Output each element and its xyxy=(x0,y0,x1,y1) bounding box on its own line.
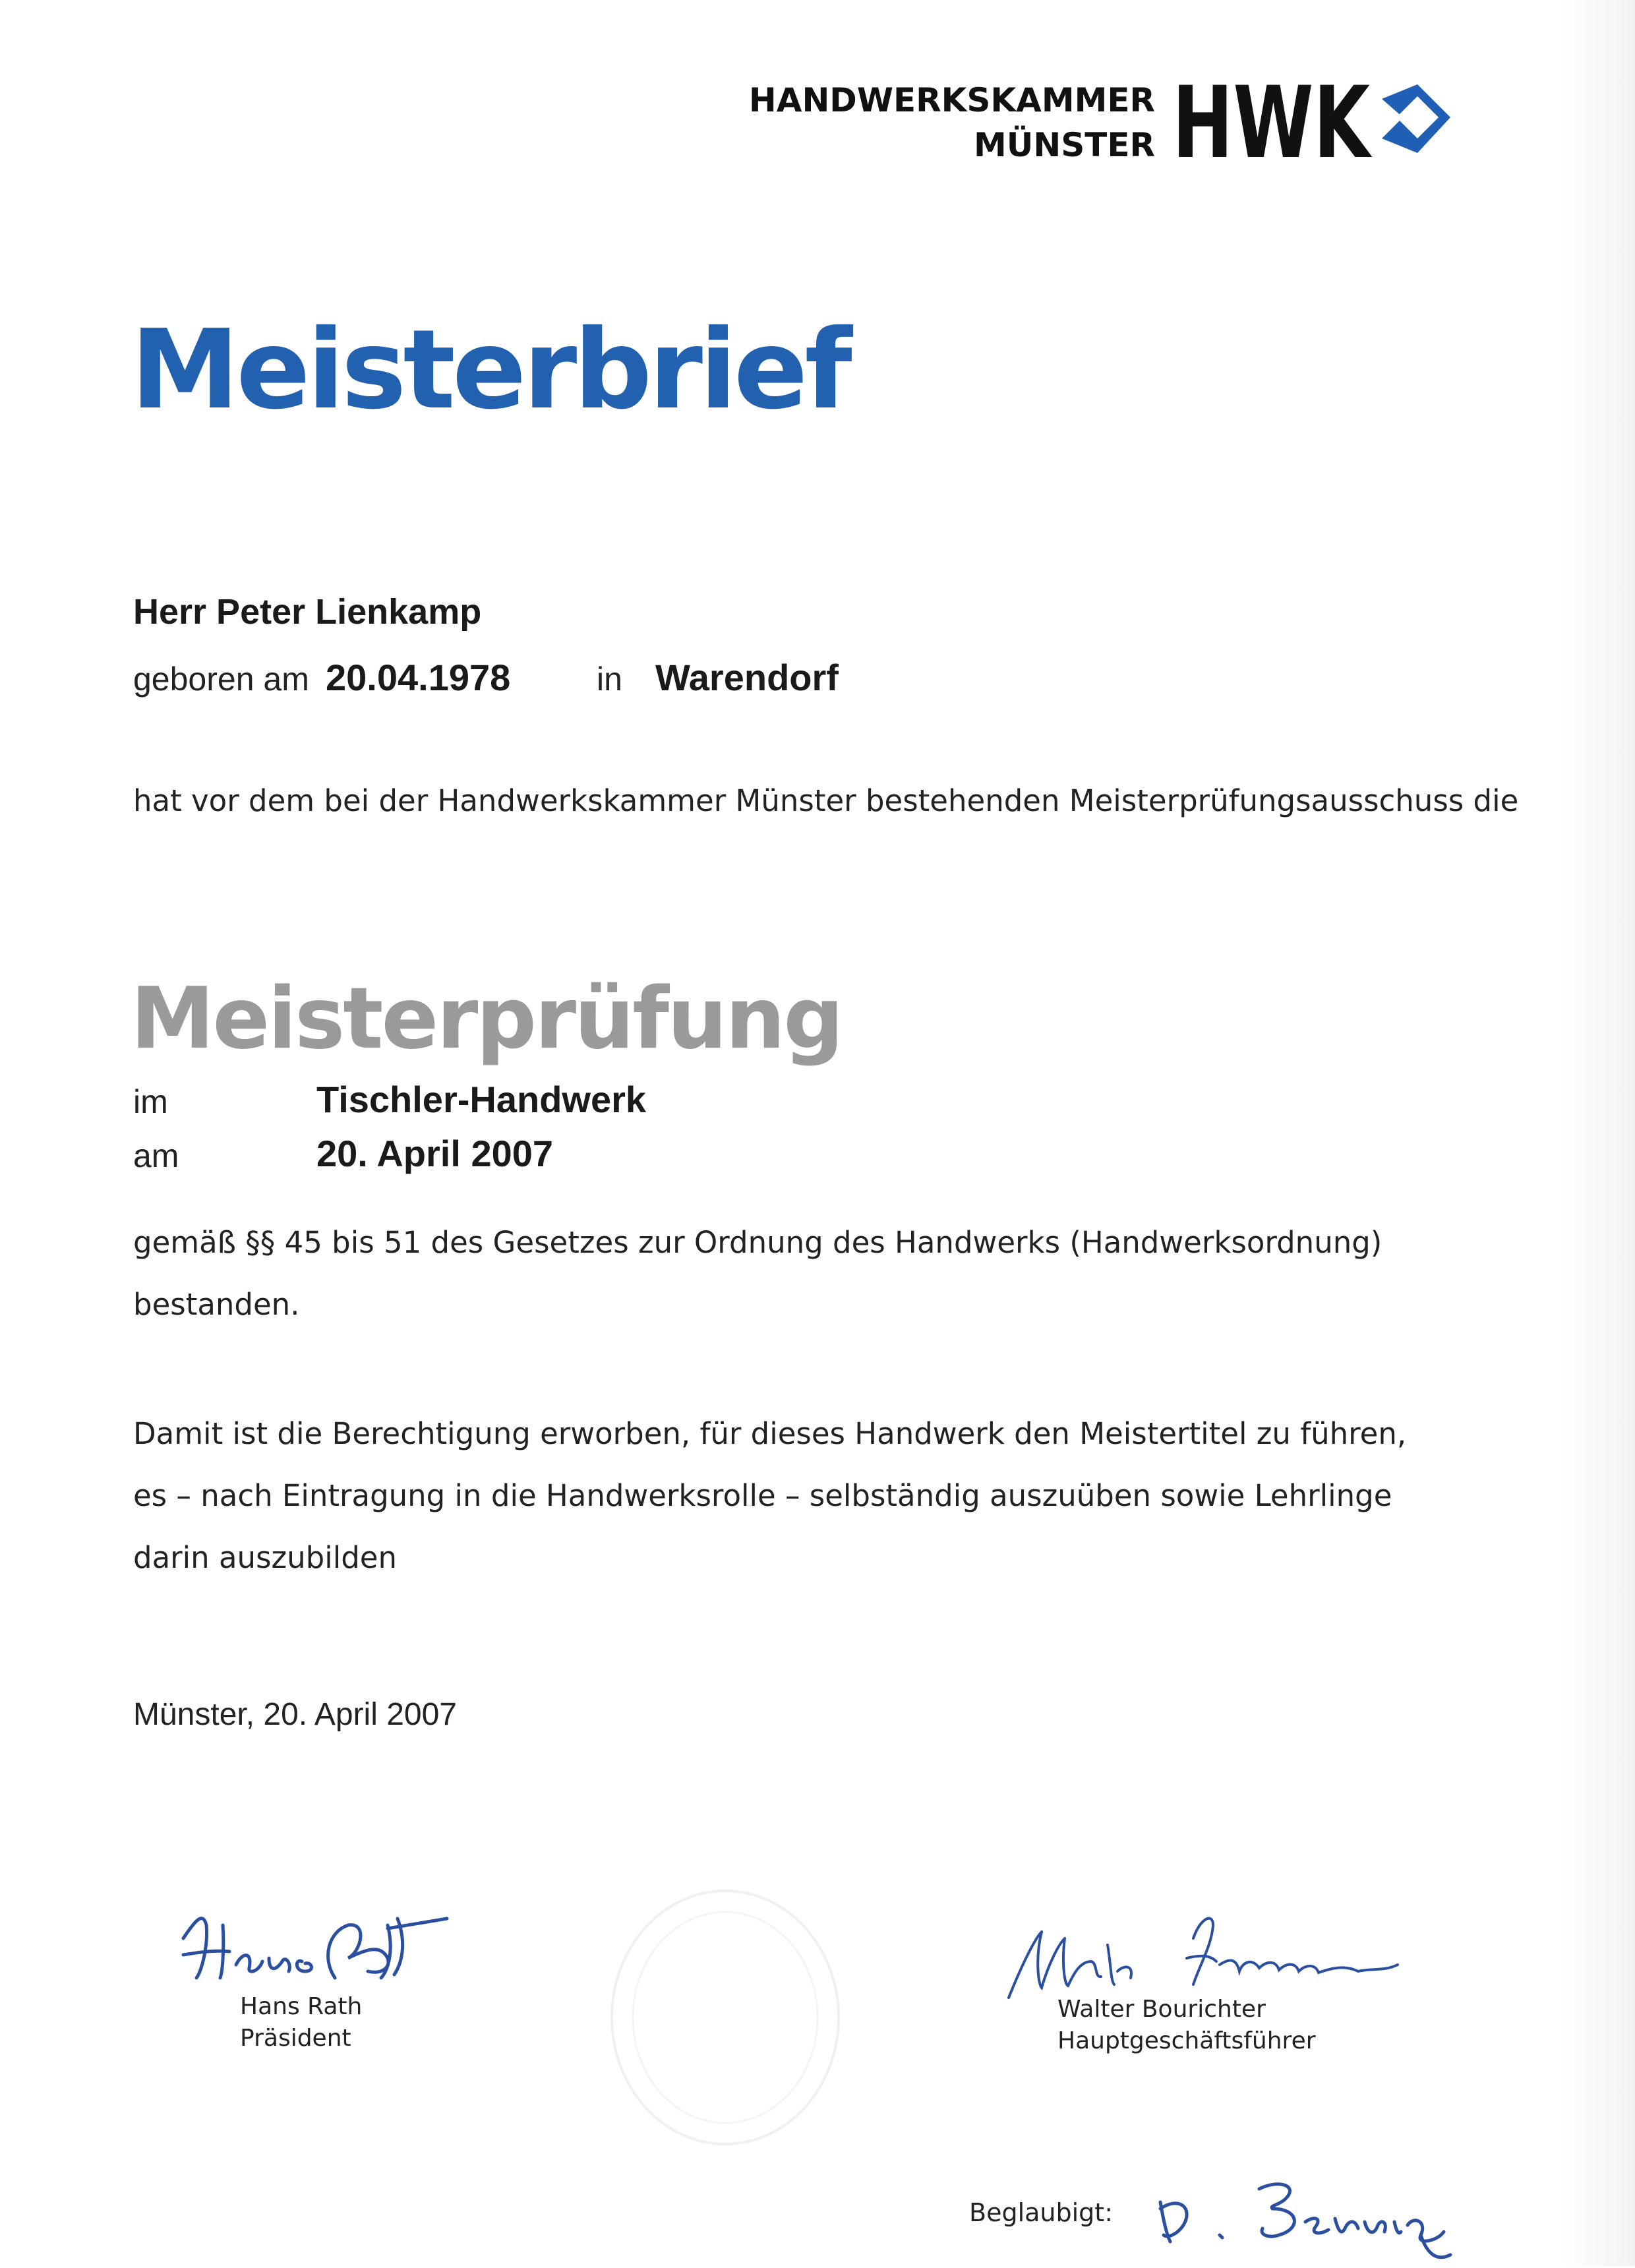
rights-text-line2: es – nach Eintragung in die Handwerksrolle – selbständig auszuüben sowie Lehrlinge xyxy=(133,1478,1392,1513)
certification-signature xyxy=(1147,2169,1464,2268)
hwk-logo-letters: HWK xyxy=(1172,79,1373,165)
birthplace: Warendorf xyxy=(655,657,839,698)
president-name: Hans Rath xyxy=(240,1993,363,2020)
born-label: geboren am xyxy=(133,661,309,698)
embossed-seal xyxy=(607,1886,844,2149)
president-signature xyxy=(170,1899,454,1998)
place-and-date: Münster, 20. April 2007 xyxy=(133,1697,457,1732)
trade-name: Tischler-Handwerk xyxy=(316,1079,647,1120)
birthplace-label: in xyxy=(597,661,622,698)
legal-text-line2: bestanden. xyxy=(133,1287,300,1322)
managing-director-name: Walter Bourichter xyxy=(1057,1996,1266,2023)
trade-label: im xyxy=(133,1083,168,1120)
managing-director-role: Hauptgeschäftsführer xyxy=(1057,2027,1316,2054)
exam-date: 20. April 2007 xyxy=(316,1133,554,1174)
chamber-name-line1: HANDWERKSKAMMER xyxy=(748,81,1155,119)
chamber-name-line2: MÜNSTER xyxy=(974,126,1155,164)
rights-text-line3: darin auszubilden xyxy=(133,1540,397,1575)
hwk-logo xyxy=(1172,79,1456,165)
birth-date: 20.04.1978 xyxy=(326,657,511,698)
certified-label: Beglaubigt: xyxy=(969,2198,1113,2227)
document-title: Meisterbrief xyxy=(131,307,849,434)
legal-text-line1: gemäß §§ 45 bis 51 des Gesetzes zur Ordnung des Handwerks (Handwerksordnung) xyxy=(133,1225,1382,1260)
chamber-name xyxy=(659,78,1155,167)
exam-title: Meisterprüfung xyxy=(131,970,842,1068)
intro-text: hat vor dem bei der Handwerkskammer Münster bestehenden Meisterprüfungsausschuss die xyxy=(133,783,1519,818)
president-role: Präsident xyxy=(240,2025,351,2052)
page-edge-shadow xyxy=(1562,0,1635,2266)
rights-text-line1: Damit ist die Berechtigung erworben, für dieses Handwerk den Meistertitel zu führen, xyxy=(133,1416,1407,1451)
recipient-name: Herr Peter Lienkamp xyxy=(133,592,482,632)
exam-date-label: am xyxy=(133,1137,179,1174)
